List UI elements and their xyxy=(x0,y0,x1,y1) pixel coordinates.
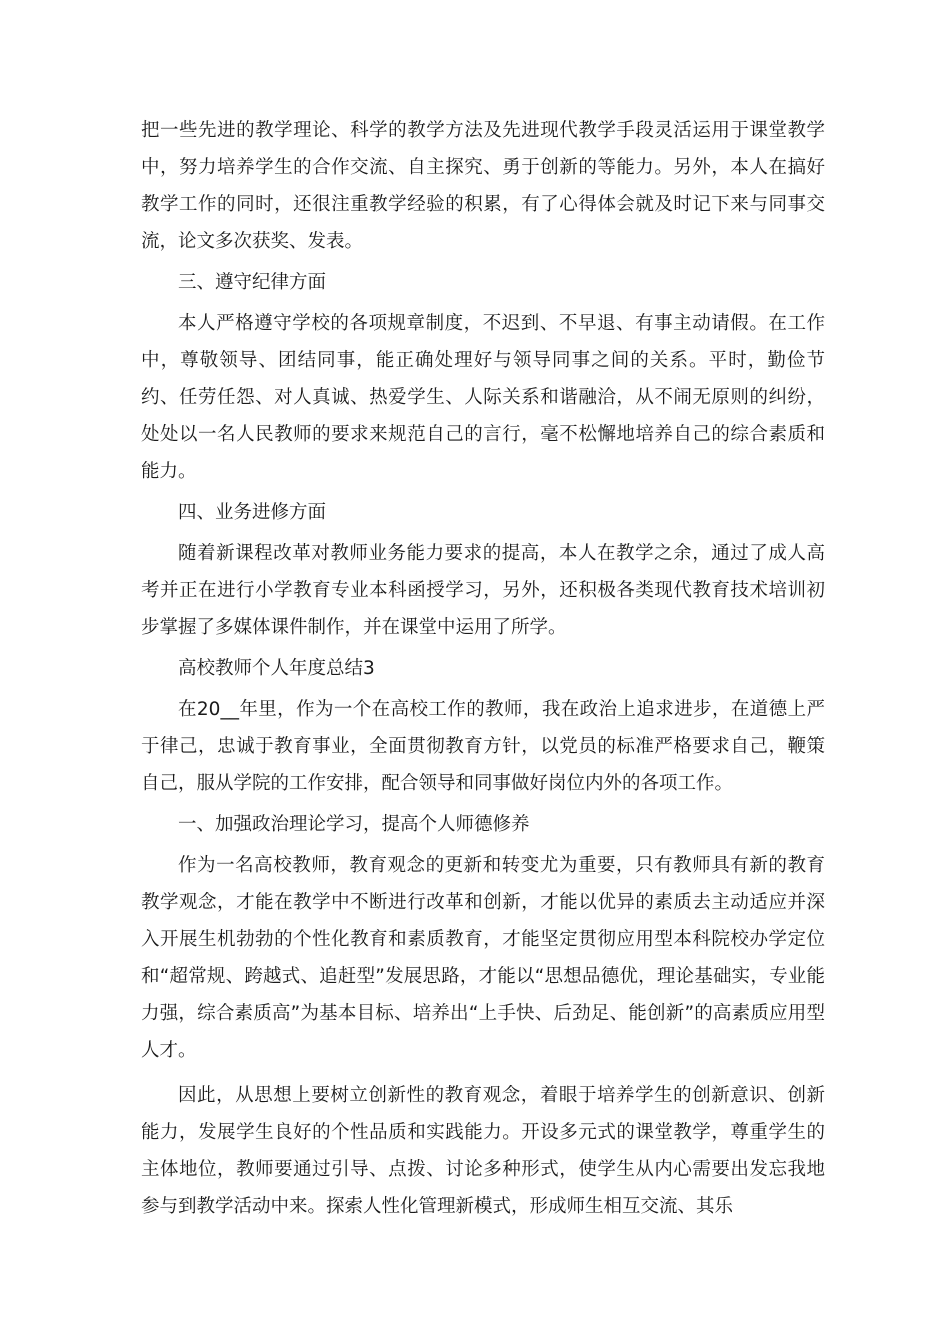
paragraph-training: 随着新课程改革对教师业务能力要求的提高，本人在教学之余，通过了成人高考并正在进行小学教育专业本科函授学习，另外，还积极各类现代教育技术培训初步掌握了多媒体课件制作，并在课堂中运用了所学。 xyxy=(141,543,825,638)
section-heading-politics: 一、加强政治理论学习，提高个人师德修养 xyxy=(178,814,530,835)
paragraph-innovation: 因此，从思想上要树立创新性的教育观念，着眼于培养学生的创新意识、创新能力，发展学生良好的个性品质和实践能力。开设多元式的课堂教学，尊重学生的主体地位，教师要通过引导、点拨、讨论多种形式，使学生从内心需要出发忘我地参与到教学活动中来。探索人性化管理新模式，形成师生相互交流、其乐 xyxy=(141,1085,825,1217)
paragraph-politics: 作为一名高校教师，教育观念的更新和转变尤为重要，只有教师具有新的教育教学观念，才能在教学中不断进行改革和创新，才能以优异的素质去主动适应并深入开展生机勃勃的个性化教育和素质教育，才能坚定贯彻应用型本科院校办学定位和“超常规、跨越式、追赶型”发展思路，才能以“思想品德优，理论基础实，专业能力强，综合素质高”为基本目标、培养出“上手快、后劲足、能创新”的高素质应用型人才。 xyxy=(141,855,825,1061)
document-subtitle: 高校教师个人年度总结3 xyxy=(178,658,375,679)
section-heading-training: 四、业务进修方面 xyxy=(178,502,327,523)
document-body xyxy=(141,112,825,1225)
paragraph-continuation: 把一些先进的教学理论、科学的教学方法及先进现代教学手段灵活运用于课堂教学中，努力培养学生的合作交流、自主探究、勇于创新的等能力。另外，本人在搞好教学工作的同时，还很注重教学经验的积累，有了心得体会就及时记下来与同事交流，论文多次获奖、发表。 xyxy=(141,120,825,252)
paragraph-discipline: 本人严格遵守学校的各项规章制度，不迟到、不早退、有事主动请假。在工作中，尊敬领导、团结同事，能正确处理好与领导同事之间的关系。平时，勤俭节约、任劳任怨、对人真诚、热爱学生、人际关系和谐融洽，从不闹无原则的纠纷，处处以一名人民教师的要求来规范自己的言行，毫不松懈地培养自己的综合素质和能力。 xyxy=(141,313,825,482)
section-heading-discipline: 三、遵守纪律方面 xyxy=(178,272,327,293)
paragraph-intro: 在20__年里，作为一个在高校工作的教师，我在政治上追求进步，在道德上严于律己，忠诚于教育事业，全面贯彻教育方针，以党员的标准严格要求自己，鞭策自己，服从学院的工作安排，配合领导和同事做好岗位内外的各项工作。 xyxy=(141,699,825,794)
